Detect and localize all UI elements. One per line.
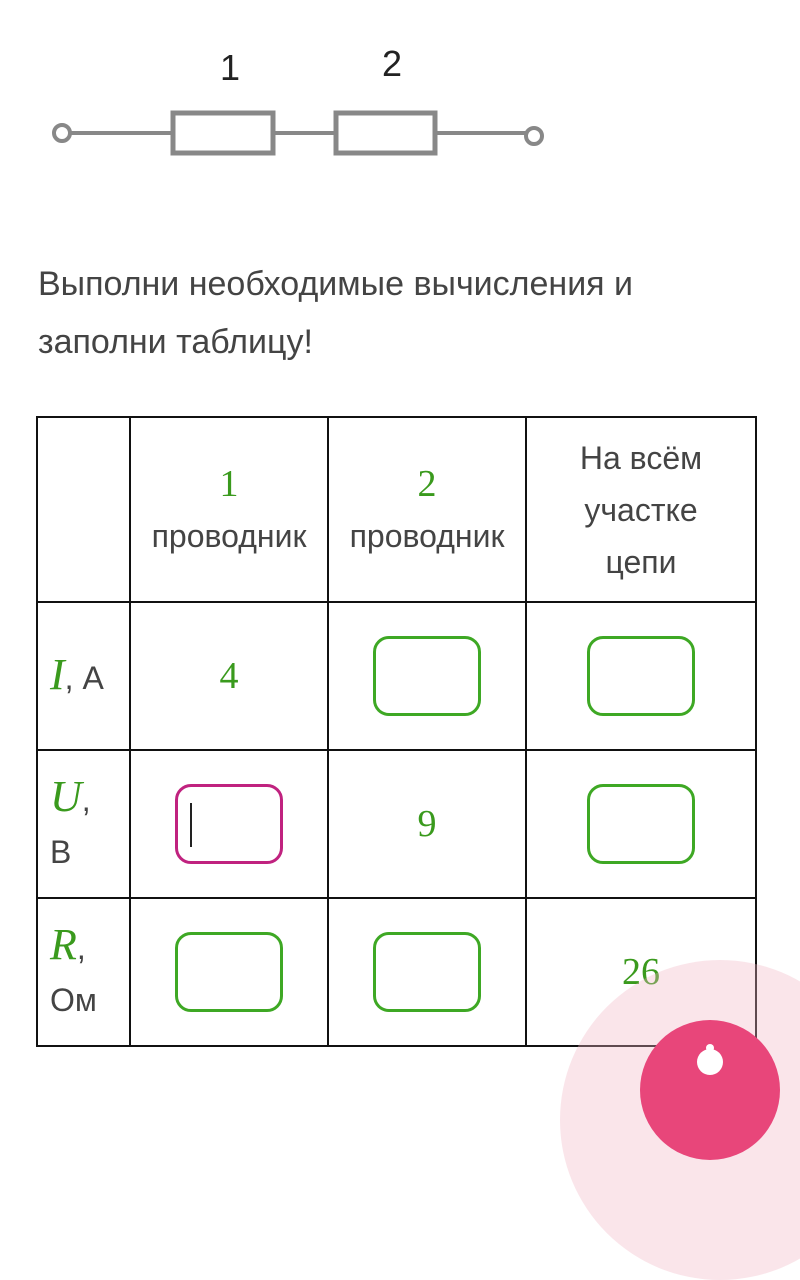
task-instructions xyxy=(38,255,758,371)
resistance-total-value: 26 xyxy=(622,950,660,993)
text-cursor xyxy=(190,803,192,847)
header-conductor-2-number: 2 xyxy=(417,462,437,505)
current-label-cell xyxy=(37,602,130,750)
current-total-input[interactable] xyxy=(587,636,695,716)
table-row-current xyxy=(37,602,756,750)
terminal-left xyxy=(54,125,70,141)
current-unit: , А xyxy=(64,659,104,696)
resistance-conductor-1-cell xyxy=(130,898,328,1046)
resistance-symbol: R xyxy=(50,919,77,969)
voltage-total-cell xyxy=(526,750,756,898)
header-whole-circuit-line-2: участке xyxy=(584,491,698,528)
voltage-conductor-2-value: 9 xyxy=(417,802,437,845)
answer-table xyxy=(36,416,757,1047)
resistor-2-label: 2 xyxy=(381,43,403,84)
resistor-1-label: 1 xyxy=(219,47,241,88)
resistance-comma: , xyxy=(76,929,86,966)
current-total-cell xyxy=(526,602,756,750)
current-conductor-1-value: 4 xyxy=(219,654,239,697)
resistance-unit: Ом xyxy=(50,981,97,1018)
resistance-conductor-2-cell xyxy=(328,898,526,1046)
header-conductor-1-word: проводник xyxy=(151,517,307,554)
resistor-1 xyxy=(173,113,273,153)
circuit-diagram xyxy=(0,0,800,200)
header-whole-circuit xyxy=(526,417,756,602)
voltage-conductor-1-cell xyxy=(130,750,328,898)
voltage-unit: В xyxy=(50,833,72,870)
header-conductor-2 xyxy=(328,417,526,602)
resistance-conductor-2-input[interactable] xyxy=(373,932,481,1012)
resistance-label-cell xyxy=(37,898,130,1046)
table-row-voltage xyxy=(37,750,756,898)
current-symbol: I xyxy=(50,649,65,699)
voltage-conductor-2-cell xyxy=(328,750,526,898)
resistor-2 xyxy=(336,113,435,153)
header-conductor-1-number: 1 xyxy=(219,462,239,505)
header-corner-cell xyxy=(37,417,130,602)
voltage-total-input[interactable] xyxy=(587,784,695,864)
help-fab-button[interactable] xyxy=(640,1020,780,1160)
resistance-conductor-1-input[interactable] xyxy=(175,932,283,1012)
voltage-label-cell xyxy=(37,750,130,898)
header-conductor-2-word: проводник xyxy=(349,517,505,554)
voltage-symbol: U xyxy=(50,771,82,821)
header-whole-circuit-line-3: цепи xyxy=(605,543,677,580)
header-whole-circuit-line-1: На всём xyxy=(579,439,703,476)
voltage-comma: , xyxy=(81,781,91,818)
help-icon xyxy=(692,1042,728,1078)
header-conductor-1 xyxy=(130,417,328,602)
table-header-row xyxy=(37,417,756,602)
terminal-right xyxy=(526,128,542,144)
task-text-line-1: Выполни необходимые вычисления и xyxy=(38,265,634,303)
voltage-conductor-1-input[interactable] xyxy=(175,784,283,864)
task-text-line-2: заполни таблицу! xyxy=(38,323,313,361)
current-conductor-1-cell xyxy=(130,602,328,750)
current-conductor-2-cell xyxy=(328,602,526,750)
current-conductor-2-input[interactable] xyxy=(373,636,481,716)
